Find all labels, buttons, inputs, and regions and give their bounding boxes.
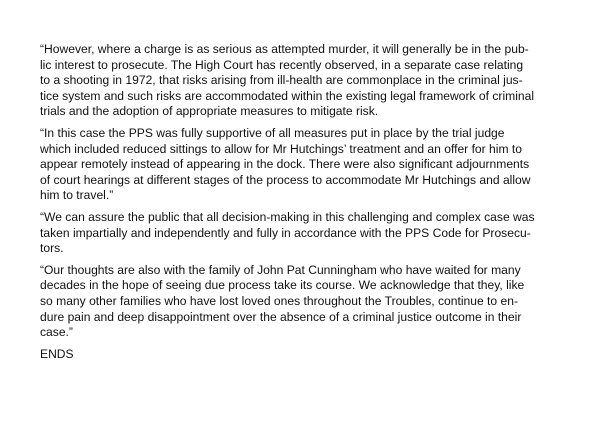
statement-paragraph-public-interest: “However, where a charge is as serious as attempted murder, it will generally be in the pub- lic interest to prosecute. The High Court has recently observed, in a separate case relating to a shooting in 1972, that risks arising from ill-health are commonplace in the criminal jus- tice system and such risks are accommodated within the existing legal framework of criminal trials and the adoption of appropriate measures to mitigate risk. [40,42,535,119]
statement-paragraph-assurance: “We can assure the public that all decision-making in this challenging and complex case was taken impartially and independently and fully in accordance with the PPS Code for Prosecu- tors. [40,209,535,256]
statement-paragraph-trial-measures: “In this case the PPS was fully supportive of all measures put in place by the trial judge which included reduced sittings to allow for Mr Hutchings’ treatment and an offer for him to appear remotely instead of appearing in the dock. There were also significant adjournments of court hearings at different stages of the process to accommodate Mr Hutchings and allow him to travel.” [40,125,531,203]
statement-paragraph-family: “Our thoughts are also with the family of John Pat Cunningham who have waited for many decades in the hope of seeing due process take its course. We acknowledge that they, like so many other families who have lost loved ones throughout the Troubles, continue to en- dure pain and deep disappointment over the absence of a criminal justice outcome in their case.” [40,262,525,340]
statement-body [40,42,562,362]
ends-marker: ENDS [40,346,74,361]
